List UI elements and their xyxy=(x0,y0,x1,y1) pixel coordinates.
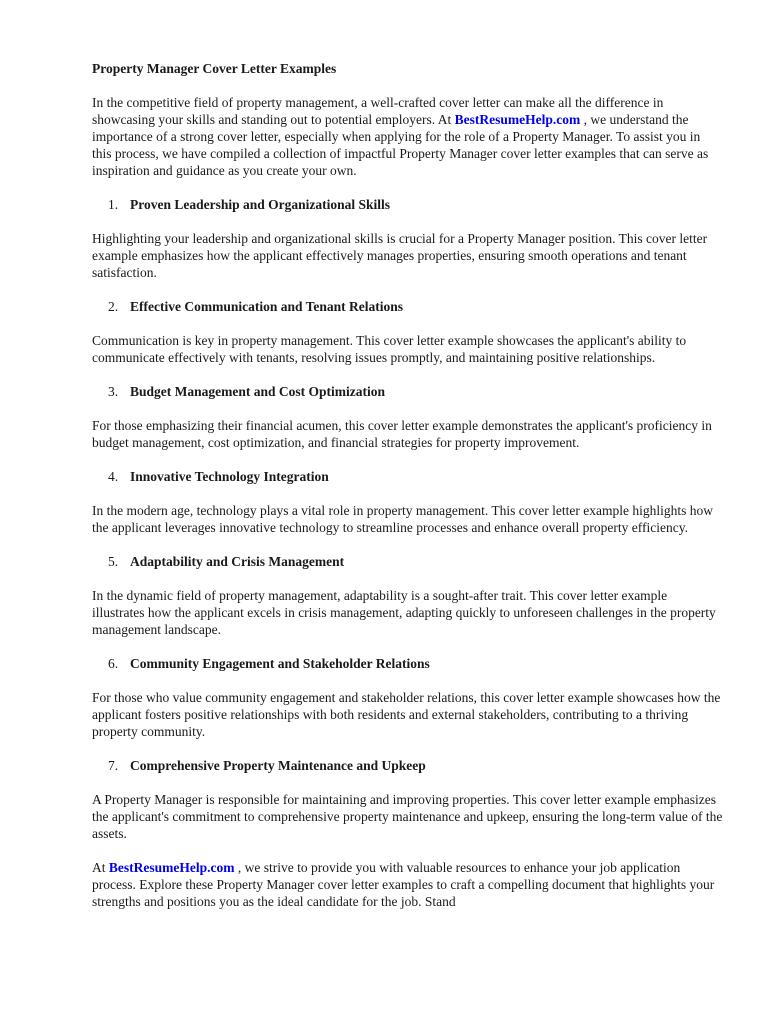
bestresumehelp-link[interactable]: BestResumeHelp.com xyxy=(108,860,235,875)
intro-paragraph xyxy=(92,94,723,179)
outro-paragraph xyxy=(92,859,723,910)
outro-text-before: At xyxy=(92,860,109,875)
section-body: For those who value community engagement and stakeholder relations, this cover letter example showcases how the applicant fosters positive relationships with both residents and external stakeholders, contributing to a thriving property community. xyxy=(92,690,721,739)
section-5 xyxy=(92,553,723,638)
section-heading-row xyxy=(92,468,723,485)
section-number: 7. xyxy=(108,758,119,773)
section-body: Communication is key in property management. This cover letter example showcases the applicant's ability to communicate effectively with tenants, resolving issues promptly, and maintaining positive relationships. xyxy=(92,333,687,365)
section-body: A Property Manager is responsible for maintaining and improving properties. This cover letter example emphasizes the applicant's commitment to comprehensive property maintenance and upkeep, ensuring the long-term value of the assets. xyxy=(92,792,723,841)
section-heading: Adaptability and Crisis Management xyxy=(130,554,345,569)
section-number: 3. xyxy=(108,384,119,399)
section-heading: Effective Communication and Tenant Relations xyxy=(130,299,404,314)
section-heading-row xyxy=(92,298,723,315)
section-3 xyxy=(92,383,723,451)
intro-text-before: In the competitive field of property management, a well-crafted cover letter can make all the difference in showcasing your skills and standing out to potential employers. At xyxy=(92,95,664,127)
section-heading: Innovative Technology Integration xyxy=(130,469,329,484)
section-body: Highlighting your leadership and organizational skills is crucial for a Property Manager position. This cover letter example emphasizes how the applicant effectively manages properties, ensuring smooth operations and tenant satisfaction. xyxy=(92,231,708,280)
section-4 xyxy=(92,468,723,536)
section-heading-row xyxy=(92,655,723,672)
section-number: 2. xyxy=(108,299,119,314)
section-heading-row xyxy=(92,757,723,774)
page-title: Property Manager Cover Letter Examples xyxy=(92,61,337,76)
section-heading-row xyxy=(92,553,723,570)
section-2 xyxy=(92,298,723,366)
section-7 xyxy=(92,757,723,842)
section-number: 1. xyxy=(108,197,119,212)
section-number: 5. xyxy=(108,554,119,569)
section-heading: Community Engagement and Stakeholder Relations xyxy=(130,656,430,671)
section-body: For those emphasizing their financial acumen, this cover letter example demonstrates the applicant's proficiency in budget management, cost optimization, and financial strategies for property improvement. xyxy=(92,418,712,450)
outro-text-after: , we strive to provide you with valuable resources to enhance your job application process. Explore these Property Manager cover letter examples to craft a compelling document that highlights your strengths and positions you as the ideal candidate for the job. Stand xyxy=(92,860,715,909)
section-number: 6. xyxy=(108,656,119,671)
section-heading: Budget Management and Cost Optimization xyxy=(130,384,386,399)
section-number: 4. xyxy=(108,469,119,484)
section-heading-row xyxy=(92,196,723,213)
section-body: In the dynamic field of property management, adaptability is a sought-after trait. This cover letter example illustrates how the applicant excels in crisis management, adapting quickly to unforeseen challenges in the property management landscape. xyxy=(92,588,716,637)
bestresumehelp-link[interactable]: BestResumeHelp.com xyxy=(454,112,581,127)
intro-text-after: , we understand the importance of a strong cover letter, especially when applying for the role of a Property Manager. To assist you in this process, we have compiled a collection of impactful Property Manager cover letter examples that can serve as inspiration and guidance as you create your own. xyxy=(92,112,709,178)
section-6 xyxy=(92,655,723,740)
section-heading: Comprehensive Property Maintenance and Upkeep xyxy=(130,758,426,773)
section-heading: Proven Leadership and Organizational Skills xyxy=(130,197,391,212)
section-heading-row xyxy=(92,383,723,400)
section-1 xyxy=(92,196,723,281)
section-body: In the modern age, technology plays a vital role in property management. This cover letter example highlights how the applicant leverages innovative technology to streamline processes and enhance overall property efficiency. xyxy=(92,503,713,535)
